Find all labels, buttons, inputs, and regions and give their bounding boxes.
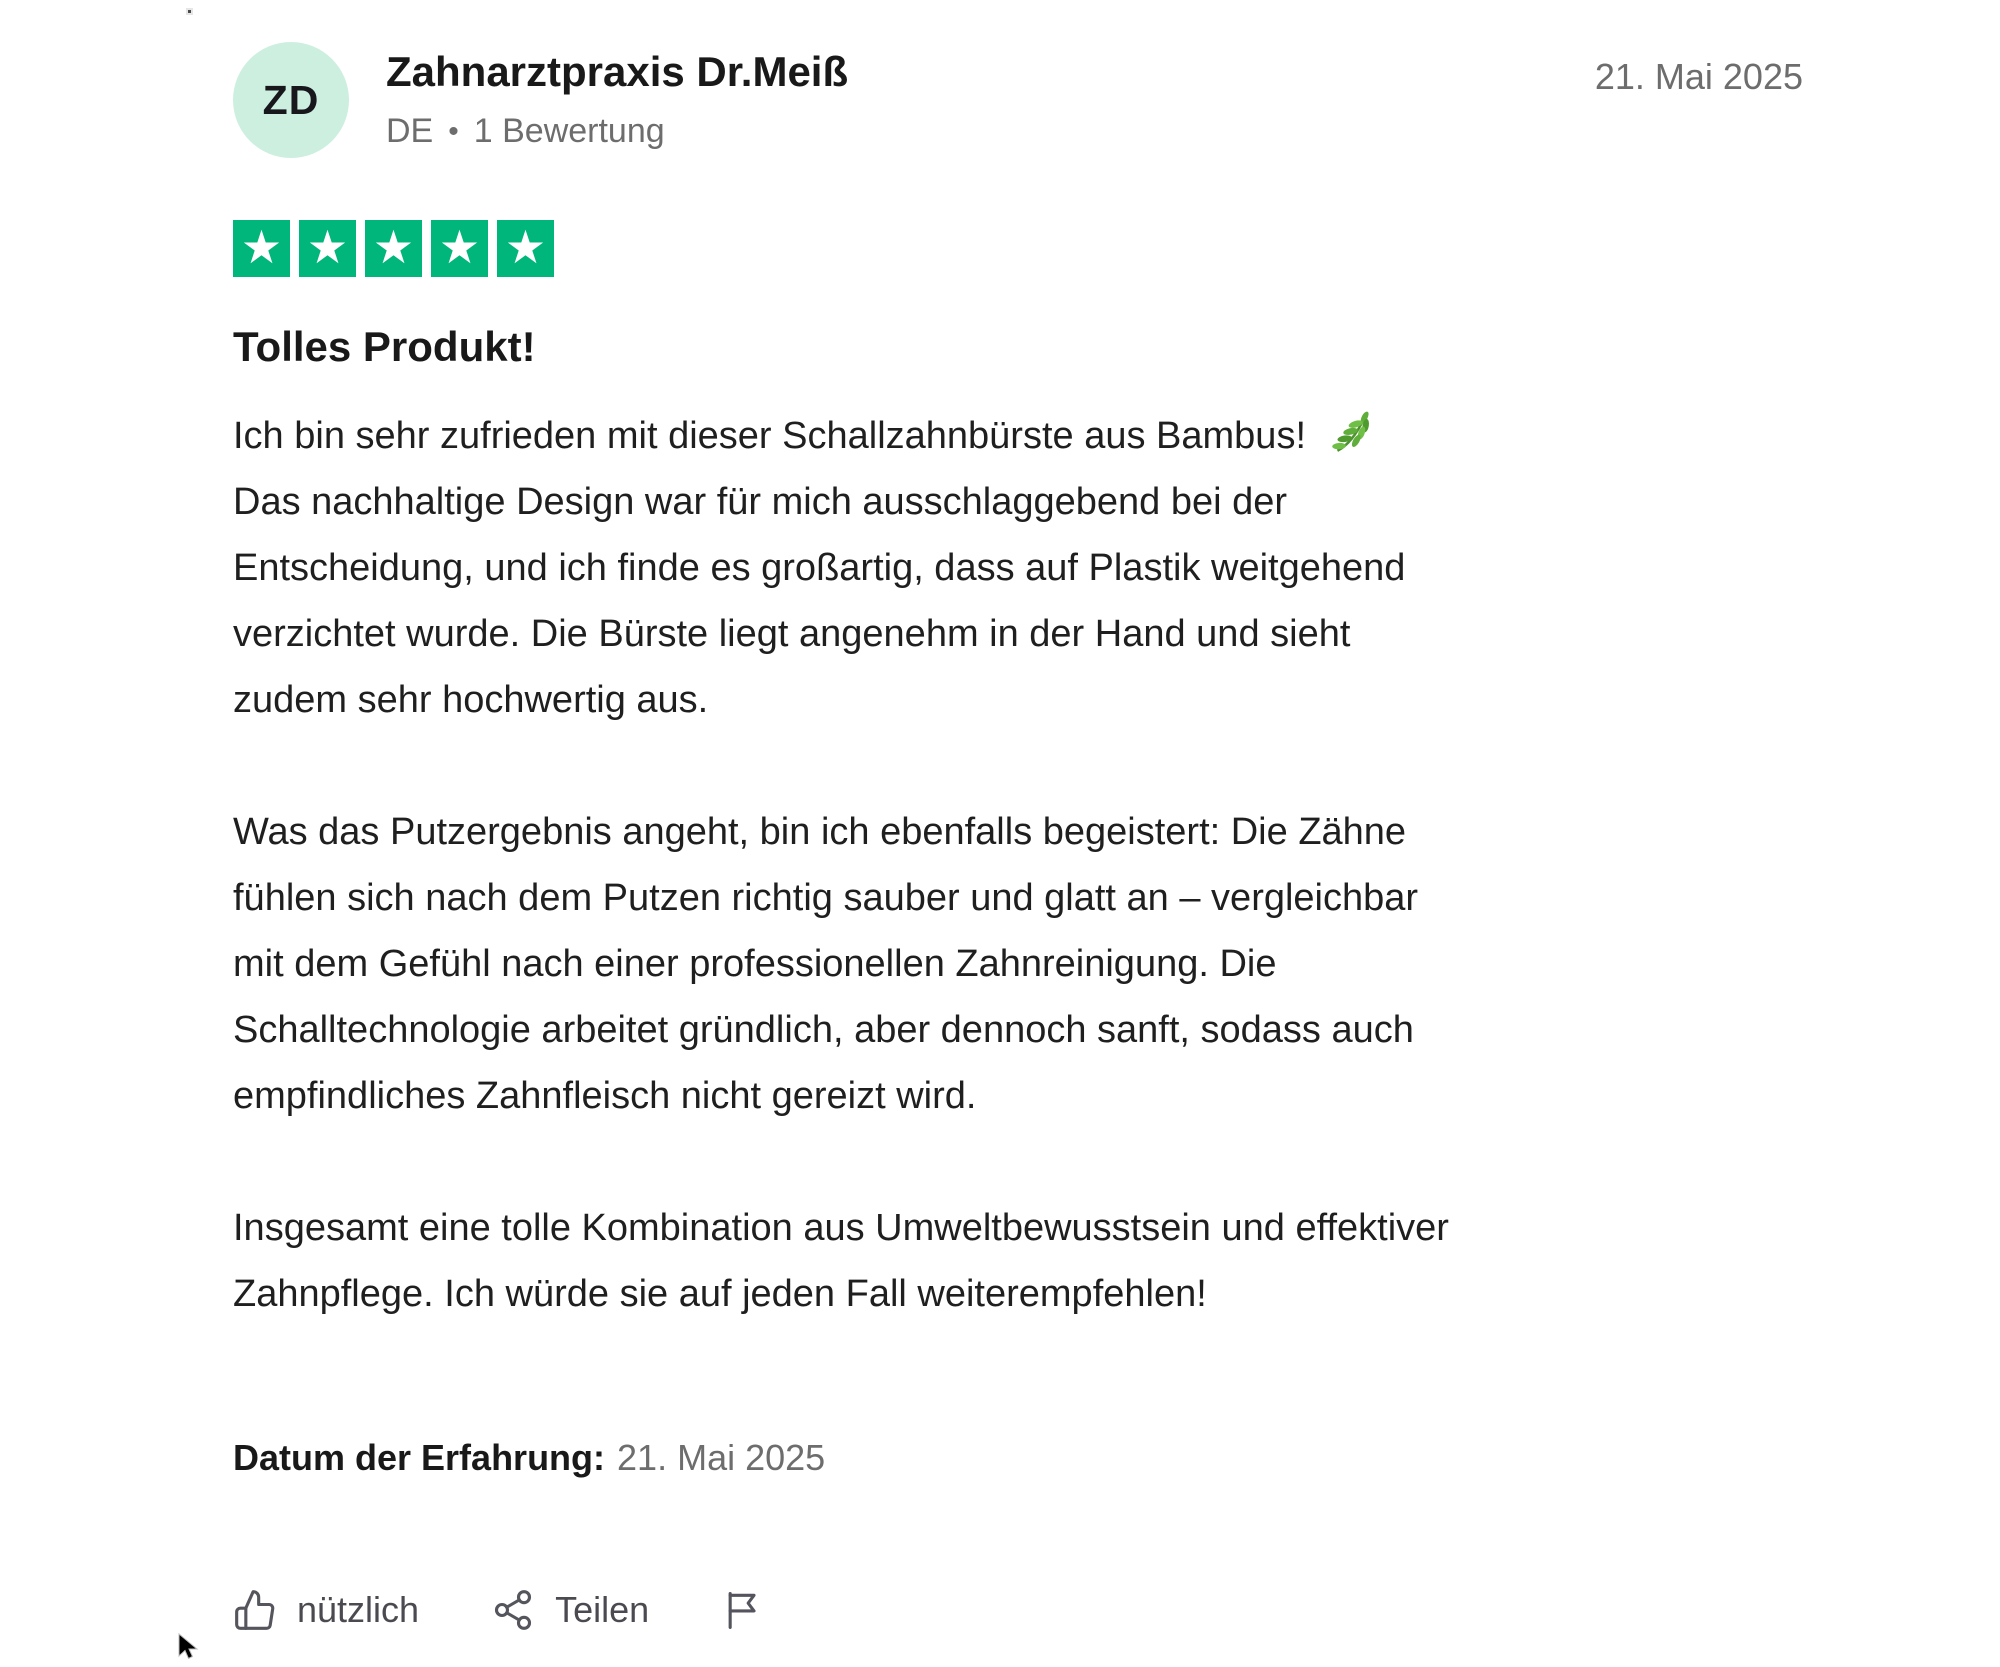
- meta-separator-dot: •: [448, 114, 459, 148]
- review-text-line: mit dem Gefühl nach einer professionellen Zahnreinigung. Die: [233, 943, 1277, 986]
- review-text-line: Insgesamt eine tolle Kombination aus Umweltbewusstsein und effektiver: [233, 1207, 1449, 1250]
- screen-artifact-dot: [186, 8, 193, 15]
- experience-date-label: Datum der Erfahrung:: [233, 1437, 606, 1479]
- report-flag-button[interactable]: [721, 1588, 765, 1632]
- experience-date: [233, 1435, 1803, 1482]
- share-button[interactable]: [491, 1588, 649, 1632]
- review-text-line: Ich bin sehr zufrieden mit dieser Schallzahnbürste aus Bambus!: [233, 403, 1803, 469]
- avatar-initials: ZD: [262, 76, 320, 123]
- review-actions: [233, 1588, 1803, 1632]
- useful-button[interactable]: [233, 1588, 419, 1632]
- star-icon: ★: [431, 220, 488, 277]
- experience-date-value: 21. Mai 2025: [617, 1437, 826, 1479]
- star-icon: ★: [233, 220, 290, 277]
- review-text-line: fühlen sich nach dem Putzen richtig sauber und glatt an – vergleichbar: [233, 877, 1419, 920]
- star-icon: ★: [497, 220, 554, 277]
- reviewer-name[interactable]: Zahnarztpraxis Dr.Meiß: [386, 48, 849, 95]
- review-posted-date: 21. Mai 2025: [1594, 56, 1803, 97]
- mouse-cursor-artifact: [176, 1632, 202, 1662]
- useful-label: nützlich: [297, 1589, 420, 1631]
- review-text-line: verzichtet wurde. Die Bürste liegt angenehm in der Hand und sieht: [233, 613, 1351, 656]
- review-text-line: Entscheidung, und ich finde es großartig, dass auf Plastik weitgehend: [233, 547, 1406, 590]
- review-text-line: Was das Putzergebnis angeht, bin ich ebenfalls begeistert: Die Zähne: [233, 811, 1407, 854]
- reviewer-meta: [386, 112, 848, 151]
- star-icon: ★: [299, 220, 356, 277]
- flag-icon: [721, 1588, 765, 1632]
- review-paragraph: [233, 403, 1803, 733]
- reviewer-review-count: 1 Bewertung: [473, 112, 665, 151]
- herb-emoji-icon: [1327, 410, 1373, 456]
- review-title[interactable]: Tolles Produkt!: [233, 323, 536, 370]
- avatar[interactable]: [233, 42, 349, 158]
- review-body: [233, 403, 1803, 1327]
- review-text-line: Schalltechnologie arbeitet gründlich, aber dennoch sanft, sodass auch: [233, 1009, 1414, 1052]
- review-paragraph: [233, 799, 1803, 1129]
- star-icon: ★: [365, 220, 422, 277]
- review-header: [233, 42, 1803, 158]
- thumbs-up-icon: [233, 1588, 277, 1632]
- reviewer-country: DE: [386, 112, 434, 151]
- review-paragraph: [233, 1195, 1803, 1327]
- star-rating: [233, 220, 1803, 277]
- review-text-line: empfindliches Zahnfleisch nicht gereizt wird.: [233, 1075, 977, 1118]
- review-text-line: zudem sehr hochwertig aus.: [233, 679, 709, 722]
- review-text-line: Das nachhaltige Design war für mich ausschlaggebend bei der: [233, 481, 1288, 524]
- review-text-line: Zahnpflege. Ich würde sie auf jeden Fall weiterempfehlen!: [233, 1273, 1207, 1316]
- share-label: Teilen: [555, 1589, 650, 1631]
- share-icon: [491, 1588, 535, 1632]
- reviewer-identity: [386, 42, 848, 151]
